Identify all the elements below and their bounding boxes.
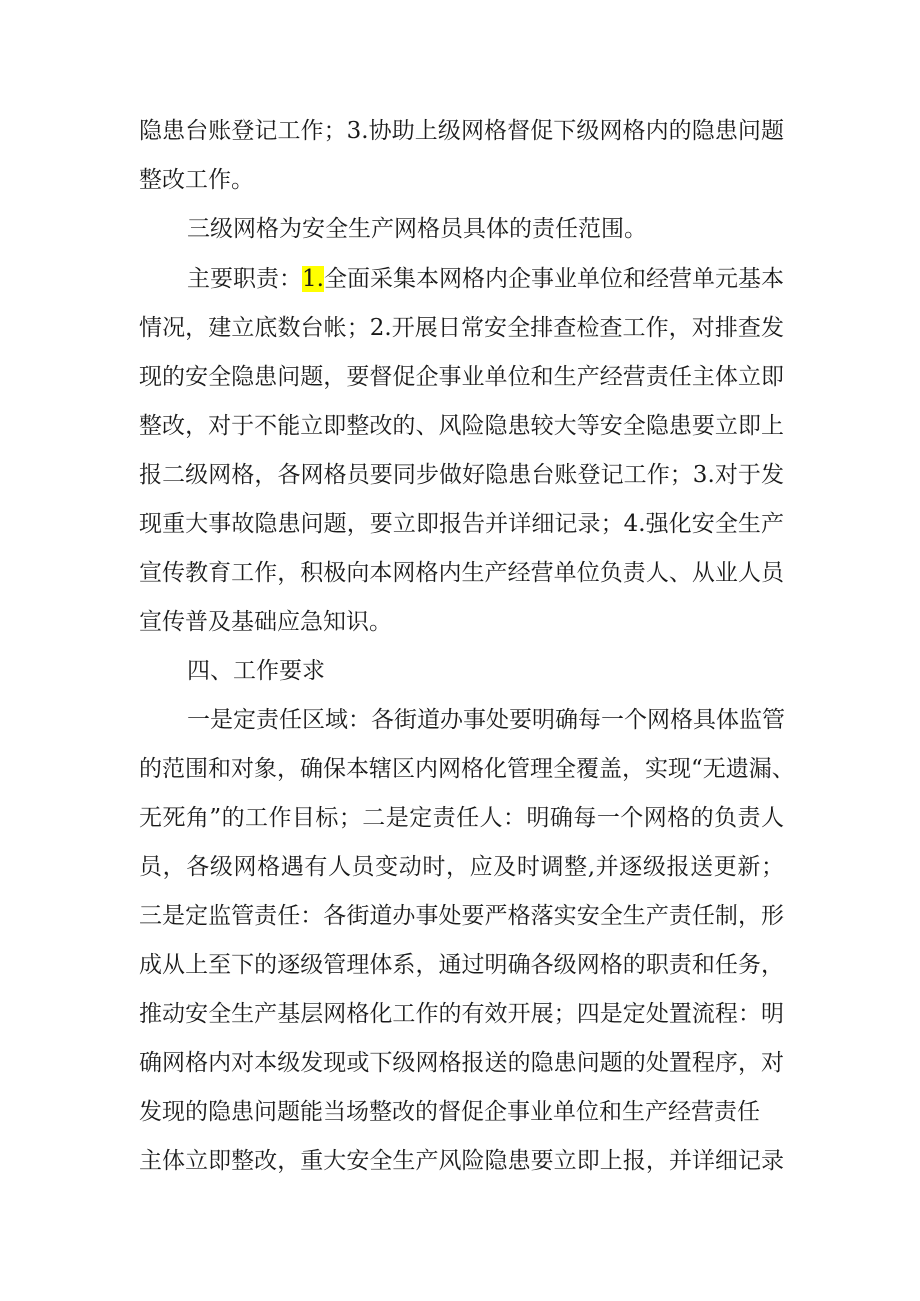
text-line: 现的安全隐患问题，要督促企事业单位和生产经营责任主体立即: [139, 364, 784, 390]
text-line: 的范围和对象，确保本辖区内网格化管理全覆盖，实现“无遗漏、: [139, 756, 795, 782]
text-line: 现重大事故隐患问题，要立即报告并详细记录；4.强化安全生产: [139, 511, 784, 537]
text-line: 无死角”的工作目标；二是定责任人：明确每一个网格的负责人: [139, 805, 784, 831]
text-line: 整改，对于不能立即整改的、风险隐患较大等安全隐患要立即上: [139, 413, 784, 439]
main-duties-text: 全面采集本网格内企事业单位和经营单元基本: [323, 266, 785, 292]
highlighted-number: 1.: [302, 266, 324, 292]
text-line: 报二级网格，各网格员要同步做好隐患台账登记工作；3.对于发: [139, 462, 784, 488]
paragraph-heading-grid-level-3: 三级网格为安全生产网格员具体的责任范围。: [187, 216, 647, 242]
text-line: 情况，建立底数台帐；2.开展日常安全排查检查工作，对排查发: [139, 315, 784, 341]
text-line: 推动安全生产基层网格化工作的有效开展；四是定处置流程：明: [139, 1001, 784, 1027]
text-line: 员，各级网格遇有人员变动时，应及时调整,并逐级报送更新；: [139, 854, 784, 880]
text-line: 确网格内对本级发现或下级网格报送的隐患问题的处置程序，对: [139, 1050, 784, 1076]
main-duties-label: 主要职责：: [187, 266, 303, 292]
text-line: 隐患台账登记工作；3.协助上级网格督促下级网格内的隐患问题: [139, 118, 784, 144]
text-line: 宣传教育工作，积极向本网格内生产经营单位负责人、从业人员: [139, 560, 784, 586]
text-line: 成从上至下的逐级管理体系，通过明确各级网格的职责和任务，: [139, 952, 784, 978]
text-line: 整改工作。: [139, 167, 254, 193]
text-line: 主体立即整改，重大安全生产风险隐患要立即上报，并详细记录: [139, 1148, 784, 1174]
section-heading: 四、工作要求: [187, 658, 325, 684]
text-line: 三是定监管责任：各街道办事处要严格落实安全生产责任制，形: [139, 903, 784, 929]
text-line-main-duties: [187, 264, 784, 294]
text-line: 一是定责任区域：各街道办事处要明确每一个网格具体监管: [187, 707, 785, 733]
text-line: 宣传普及基础应急知识。: [139, 609, 392, 635]
text-line: 发现的隐患问题能当场整改的督促企事业单位和生产经营责任: [139, 1099, 760, 1125]
